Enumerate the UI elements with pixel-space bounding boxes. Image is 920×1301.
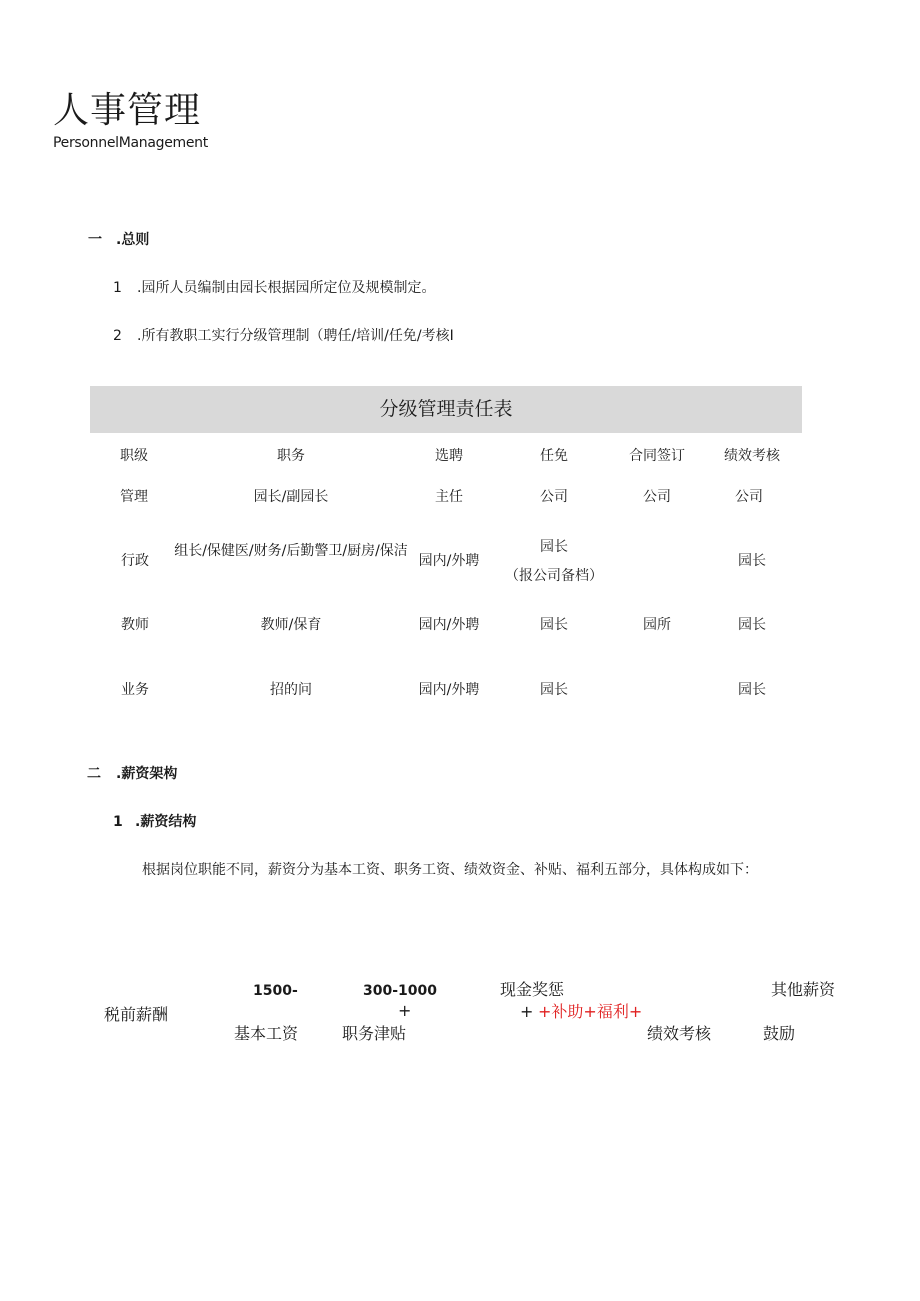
table-cell: 行政	[121, 553, 149, 569]
table-cell: 园内/外聘	[418, 617, 480, 633]
plus-sign: +	[398, 1001, 412, 1020]
basic-salary-label: 基本工资	[234, 1024, 299, 1043]
pretax-salary-label: 税前薪酬	[104, 1005, 169, 1024]
table-cell: 园长	[540, 539, 568, 555]
table-cell: 组长/保健医/财务/后勤警卫/厨房/保洁	[174, 543, 408, 559]
section-number: 二	[87, 766, 101, 782]
table-cell: 园长	[738, 682, 766, 698]
table-header-cell: 职务	[277, 448, 305, 464]
table-cell: 公司	[643, 489, 671, 505]
table-cell: 招的问	[270, 682, 312, 698]
table-header-cell: 绩效考核	[724, 448, 780, 464]
subsidy-welfare-label: +补助+福利+	[538, 1002, 643, 1021]
table-cell: 公司	[735, 489, 763, 505]
table-cell: 教师	[121, 617, 149, 633]
subsection-number: 1	[113, 814, 123, 830]
table-cell: 园长	[738, 617, 766, 633]
section-title: .薪资架构	[116, 766, 178, 782]
table-cell: 主任	[435, 489, 463, 505]
table-header-cell: 合同签订	[629, 448, 685, 464]
page-subtitle: PersonnelManagement	[53, 135, 208, 151]
table-cell: 业务	[121, 682, 149, 698]
performance-label: 绩效考核	[647, 1024, 712, 1043]
section-title: .总则	[116, 232, 150, 248]
table-header-cell: 任免	[540, 448, 568, 464]
table-header-cell: 职级	[120, 448, 148, 464]
basic-salary-amount: 1500-	[253, 983, 298, 999]
subsection-title: .薪资结构	[135, 814, 197, 830]
table-cell: 园长	[738, 553, 766, 569]
table-cell: 园长	[540, 617, 568, 633]
table-cell: 园长	[540, 682, 568, 698]
table-header-cell: 选聘	[435, 448, 463, 464]
list-item-text: .园所人员编制由园长根据园所定位及规模制定。	[137, 280, 436, 296]
allowance-label: 职务津贴	[342, 1024, 407, 1043]
section-number: 一	[88, 232, 102, 248]
table-cell-note: （报公司备档）	[505, 568, 603, 584]
table-cell: 园内/外聘	[418, 553, 480, 569]
table-title: 分级管理责任表	[90, 386, 802, 433]
list-item-number: 1	[113, 280, 122, 296]
paragraph: 根据岗位职能不同，薪资分为基本工资、职务工资、绩效资金、补贴、福利五部分，具体构成如下：	[142, 862, 758, 878]
list-item-number: 2	[113, 328, 122, 344]
table-cell: 园所	[643, 617, 671, 633]
table-cell: 园内/外聘	[418, 682, 480, 698]
table-cell: 公司	[540, 489, 568, 505]
plus-sign: +	[520, 1002, 534, 1021]
other-salary-label: 其他薪资	[771, 980, 836, 999]
encourage-label: 鼓励	[763, 1024, 796, 1043]
list-item-text: .所有教职工实行分级管理制（聘任/培训/任免/考核I	[137, 328, 454, 344]
table-cell: 管理	[120, 489, 148, 505]
page-title: 人事管理	[53, 90, 202, 131]
table-cell: 教师/保育	[260, 617, 322, 633]
cash-reward-label: 现金奖惩	[500, 980, 565, 999]
allowance-amount: 300-1000	[363, 983, 437, 999]
table-cell: 园长/副园长	[253, 489, 329, 505]
